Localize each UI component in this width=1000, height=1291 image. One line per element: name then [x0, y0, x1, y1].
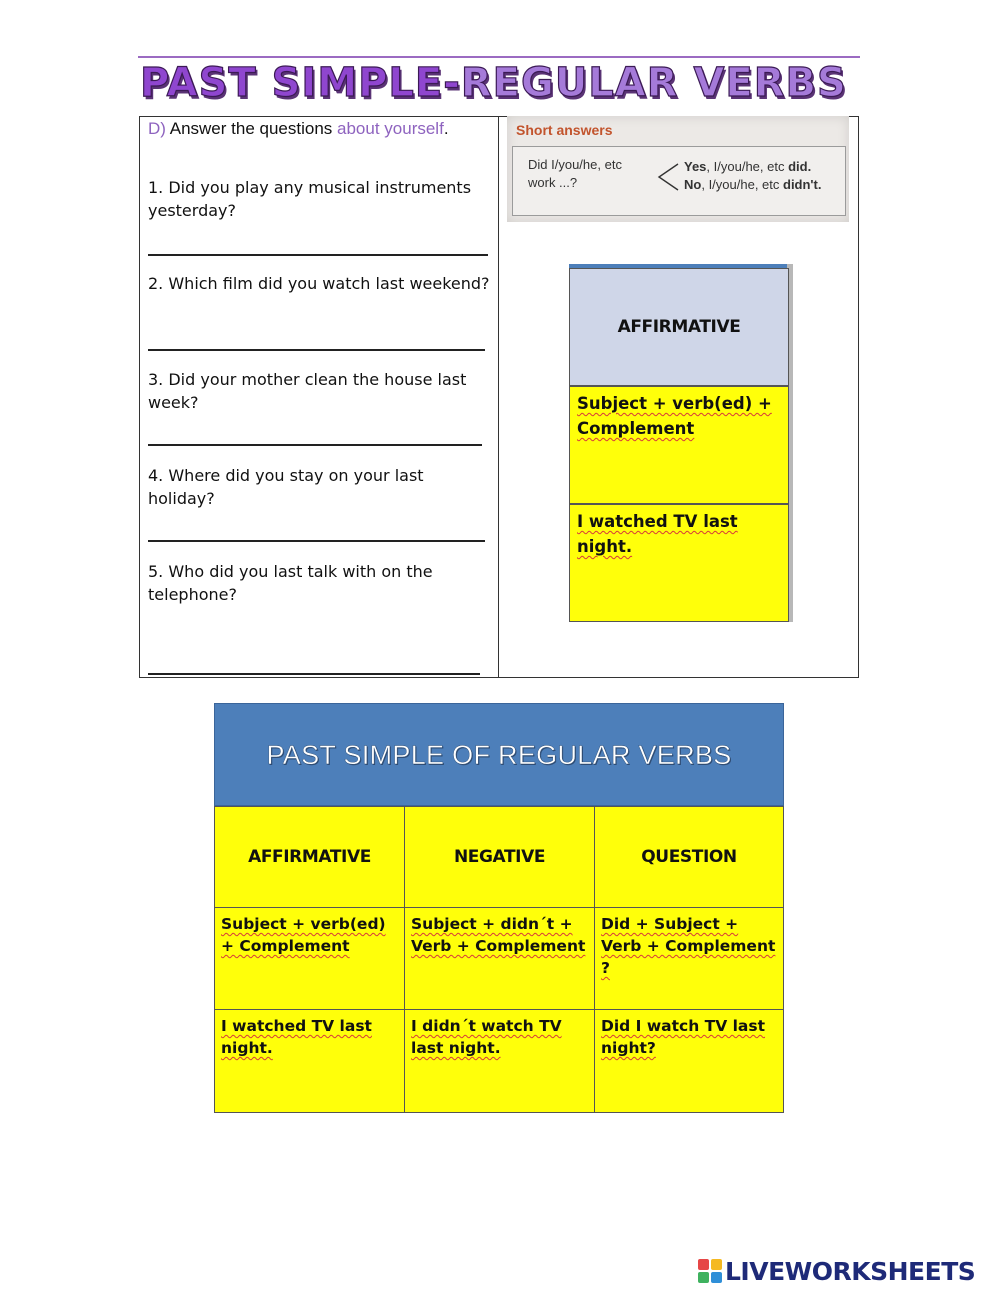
example-question-cell — [594, 1009, 784, 1113]
header-affirmative: AFFIRMATIVE — [214, 806, 405, 908]
example-negative-cell — [404, 1009, 595, 1113]
instructions-highlight-1: about — [337, 119, 380, 138]
instructions — [148, 118, 488, 140]
past-simple-table — [214, 703, 784, 1113]
structure-negative: Subject + didn´t + Verb + Complement — [411, 915, 586, 955]
structure-affirmative: Subject + verb(ed) + Complement — [221, 915, 386, 955]
affirmative-structure: Subject + verb(ed) + Complement — [577, 394, 772, 438]
instructions-end: . — [443, 119, 449, 138]
question-1: 1. Did you play any musical instruments yesterday? — [148, 178, 472, 220]
structure-question-cell — [594, 907, 784, 1010]
liveworksheets-logo[interactable] — [698, 1256, 975, 1286]
branch-arrow-icon — [656, 162, 680, 192]
logo-text: LIVEWORKSHEETS — [725, 1256, 976, 1286]
answer-line-1[interactable] — [148, 254, 488, 256]
title-part-1: PAST SIMPLE- — [140, 60, 461, 106]
table-title: PAST SIMPLE OF REGULAR VERBS — [214, 703, 784, 806]
short-answers-question — [528, 156, 638, 192]
exercise-letter: D) — [148, 119, 166, 138]
instructions-text: Answer the questions — [165, 119, 337, 138]
structure-negative-cell — [404, 907, 595, 1010]
answer-line-3[interactable] — [148, 444, 482, 446]
short-answers-title: Short answers — [516, 122, 613, 138]
instructions-highlight-2: yourself — [384, 119, 444, 138]
short-answers-question-line-2: work ...? — [528, 175, 578, 190]
answer-line-2[interactable] — [148, 349, 485, 351]
affirmative-table — [569, 264, 793, 622]
liveworksheets-logo-icon — [698, 1259, 722, 1283]
title-part-2: REGULAR VERBS — [460, 60, 847, 106]
short-answers-replies — [684, 158, 844, 194]
answer-line-4[interactable] — [148, 540, 485, 542]
affirmative-example: I watched TV last night. — [577, 512, 738, 556]
affirmative-example-cell — [569, 504, 789, 622]
header-negative: NEGATIVE — [404, 806, 595, 908]
question-3: 3. Did your mother clean the house last week? — [148, 370, 467, 412]
box-divider — [498, 117, 499, 677]
page-title — [140, 58, 870, 108]
affirmative-header: AFFIRMATIVE — [569, 268, 789, 386]
answer-line-5[interactable] — [148, 673, 480, 675]
header-question: QUESTION — [594, 806, 784, 908]
example-affirmative: I watched TV last night. — [221, 1017, 372, 1057]
example-negative: I didn´t watch TV last night. — [411, 1017, 562, 1057]
short-answers-question-line-1: Did I/you/he, etc — [528, 157, 622, 172]
structure-question: Did + Subject + Verb + Complement ? — [601, 915, 776, 977]
question-4: 4. Where did you stay on your last holiday? — [148, 466, 424, 508]
affirmative-structure-cell — [569, 386, 789, 504]
example-question: Did I watch TV last night? — [601, 1017, 766, 1057]
short-answer-no: No, I/you/he, etc didn't. — [684, 177, 822, 192]
example-affirmative-cell — [214, 1009, 405, 1113]
structure-affirmative-cell — [214, 907, 405, 1010]
question-5: 5. Who did you last talk with on the telephone? — [148, 562, 433, 604]
short-answer-yes: Yes, I/you/he, etc did. — [684, 159, 812, 174]
question-2: 2. Which film did you watch last weekend? — [148, 274, 490, 293]
